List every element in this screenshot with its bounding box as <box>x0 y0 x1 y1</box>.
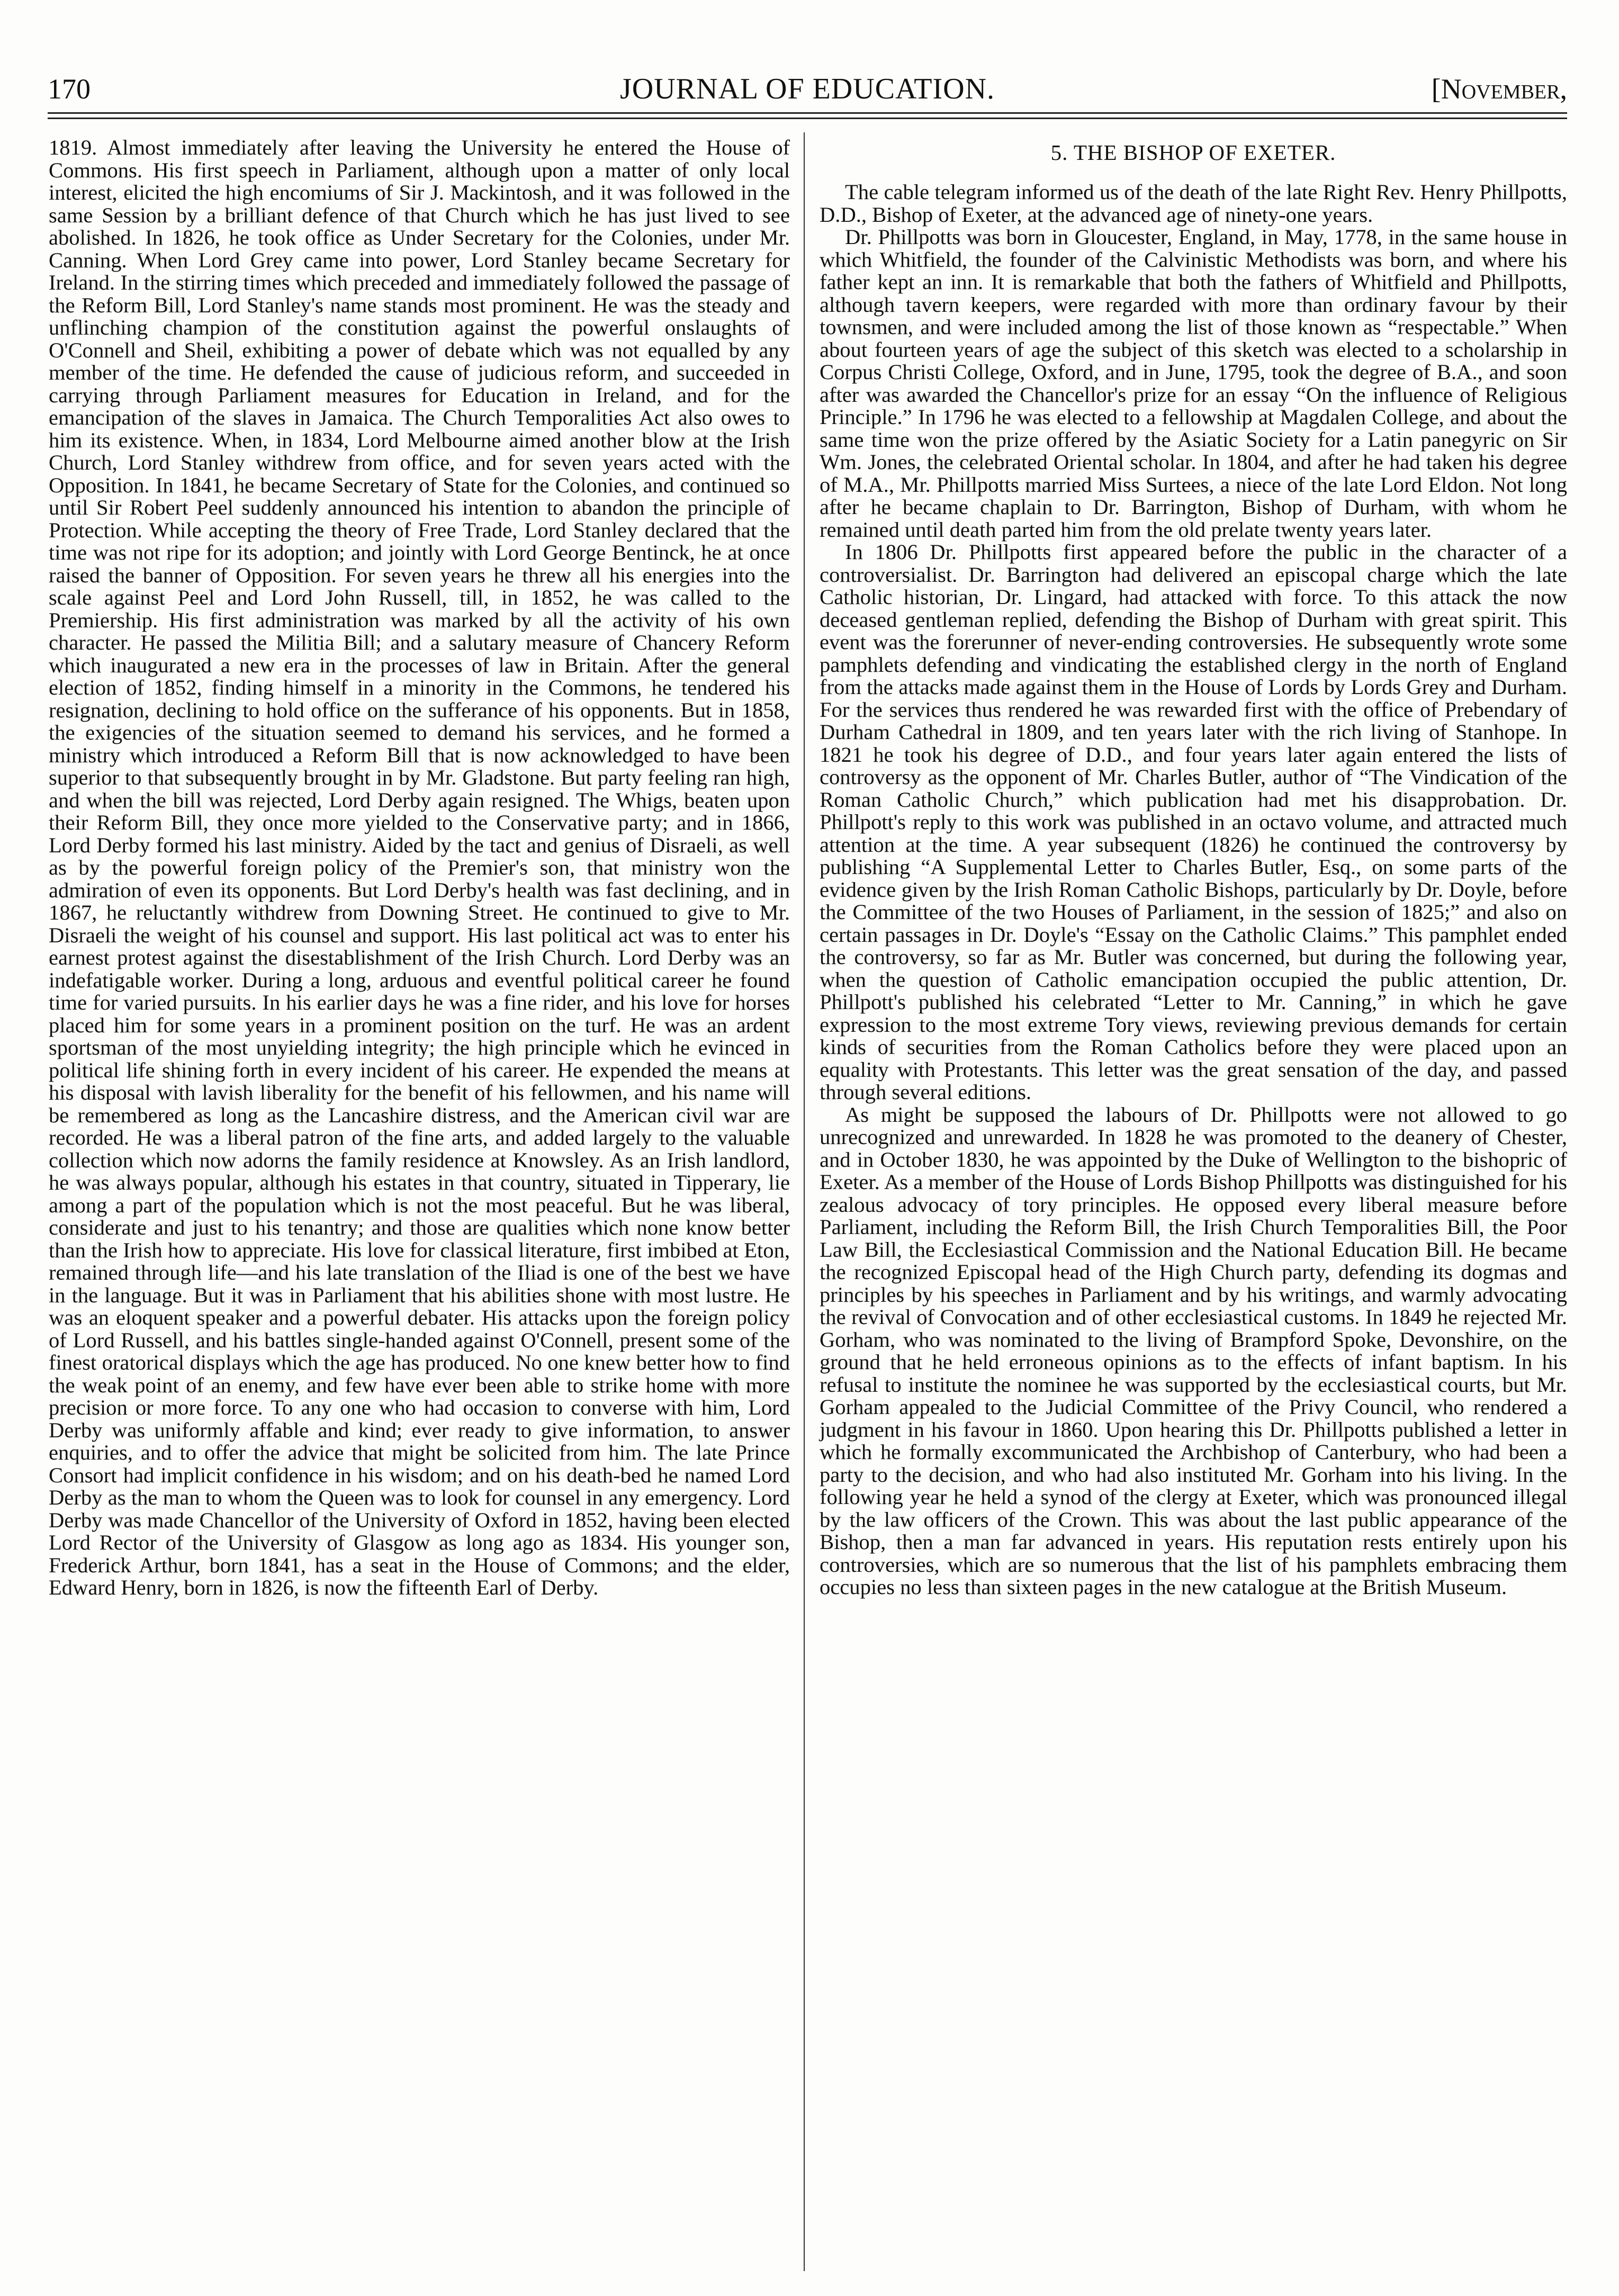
section-heading: 5. THE BISHOP OF EXETER. <box>1050 140 1336 165</box>
header-rule-bottom <box>48 118 1567 119</box>
issue-month: [November, <box>1431 73 1567 105</box>
journal-title: JOURNAL OF EDUCATION. <box>619 73 995 105</box>
right-paragraph: As might be supposed the labours of Dr. Phillpotts were not allowed to go unrecognized and unrewarded. In 1828 he was promoted to the deanery of Chester, and in October 1830, he was appointed by the Duke of Wellington to the bishopric of Exeter. As a member of the House of Lords Bishop Phillpotts was distinguished for his zealous advocacy of tory principles. He opposed every liberal measure before Parliament, including the Reform Bill, the Irish Church Temporalities Bill, the Poor Law Bill, the Ecclesiastical Commission and the National Education Bill. He became the recognized Episcopal head of the High Church party, defending its dogmas and principles by his speeches in Parliament and by his writings, and warmly advocating the revival of Convocation and of other ecclesiastical customs. In 1849 he rejected Mr. Gorham, who was nominated to the living of Brampford Spoke, Devonshire, on the ground that he held erroneous opinions as to the effects of infant baptism. In his refusal to institute the nominee he was supported by the ecclesiastical courts, but Mr. Gorham appealed to the Judicial Committee of the Privy Council, who rendered a judgment in his favour in 1860. Upon hearing this Dr. Phillpotts published a letter in which he formally excommunicated the Archbishop of Canterbury, who had been a party to the decision, and who had also instituted Mr. Gorham into his living. In the following year he held a synod of the clergy at Exeter, which was pronounced illegal by the law officers of the Crown. This was about the last public appearance of the Bishop, then a man far advanced in years. His reputation rests entirely upon his controversies, which are so numerous that the list of his pamphlets embracing them occupies no less than sixteen pages in the new catalogue at the British Museum. <box>820 1102 1567 1599</box>
right-paragraph: The cable telegram informed us of the death of the late Right Rev. Henry Phillpotts, D.D., Bishop of Exeter, at the advanced age of ninety-one years. <box>820 180 1567 227</box>
column-divider <box>804 132 805 2271</box>
left-column <box>49 137 790 1599</box>
right-column <box>820 137 1567 1599</box>
page-header <box>48 73 1567 110</box>
right-paragraph: In 1806 Dr. Phillpotts first appeared before the public in the character of a controversialist. Dr. Barrington had delivered an episcopal charge which the late Catholic historian, Dr. Lingard, had attacked with force. To this attack the now deceased gentleman replied, defending the Bishop of Durham with great spirit. This event was the forerunner of never-ending controversies. He subsequently wrote some pamphlets defending and vindicating the established clergy in the north of England from the attacks made against them in the House of Lords by Lords Grey and Durham. For the services thus rendered he was rewarded first with the office of Prebendary of Durham Cathedral in 1809, and ten years later with the rich living of Stanhope. In 1821 he took his degree of D.D., and four years later again entered the lists of controversy as the opponent of Mr. Charles Butler, author of “The Vindication of the Roman Catholic Church,” which publication had met his disapprobation. Dr. Phillpott's reply to this work was published in an octavo volume, and attracted much attention at the time. A year subsequent (1826) he continued the controversy by publishing “A Supplemental Letter to Charles Butler, Esq., on some parts of the evidence given by the Irish Roman Catholic Bishops, particularly by Dr. Doyle, before the Committee of the two Houses of Parliament, in the session of 1825;” and also on certain passages in Dr. Doyle's “Essay on the Catholic Claims.” This pamphlet ended the controversy, so far as Mr. Butler was concerned, but during the following year, when the question of Catholic emancipation occupied the public attention, Dr. Phillpott's published his celebrated “Letter to Mr. Canning,” in which he gave expression to the most extreme Tory views, reviewing previous demands for certain kinds of securities from the Roman Catholics before they were placed upon an equality with Protestants. This letter was the great sensation of the day, and passed through several editions. <box>820 540 1567 1104</box>
left-paragraph: 1819. Almost immediately after leaving the University he entered the House of Commons. His first speech in Parliament, although upon a matter of only local interest, elicited the high encomiums of Sir J. Mackintosh, and it was followed in the same Session by a brilliant defence of that Church which he has just lived to see abolished. In 1826, he took office as Under Secretary for the Colonies, under Mr. Canning. When Lord Grey came into power, Lord Stanley became Secretary for Ireland. In the stirring times which preceded and immediately followed the passage of the Reform Bill, Lord Stanley's name stands most prominent. He was the steady and unflinching champion of the constitution against the powerful onslaughts of O'Connell and Sheil, exhibiting a power of debate which was not equalled by any member of the time. He defended the cause of judicious reform, and succeeded in carrying through Parliament measures for Education in Ireland, and for the emancipation of the slaves in Jamaica. The Church Temporalities Act also owes to him its existence. When, in 1834, Lord Melbourne aimed another blow at the Irish Church, Lord Stanley withdrew from office, and for seven years acted with the Opposition. In 1841, he became Secretary of State for the Colonies, and continued so until Sir Robert Peel suddenly announced his intention to abandon the principle of Protection. While accepting the theory of Free Trade, Lord Stanley declared that the time was not ripe for its adoption; and jointly with Lord George Bentinck, he at once raised the banner of Opposition. For seven years he threw all his energies into the scale against Peel and Lord John Russell, till, in 1852, he was called to the Premiership. His first administration was marked by all the activity of his own character. He passed the Militia Bill; and a salutary measure of Chancery Reform which inaugurated a new era in the processes of law in Britain. After the general election of 1852, finding himself in a minority in the Commons, he tendered his resignation, declining to hold office on the sufferance of his opponents. But in 1858, the exigencies of the situation seemed to demand his services, and he formed a ministry which introduced a Reform Bill that is now acknowledged to have been superior to that subsequently brought in by Mr. Gladstone. But party feeling ran high, and when the bill was rejected, Lord Derby again resigned. The Whigs, beaten upon their Reform Bill, they once more yielded to the Conservative party; and in 1866, Lord Derby formed his last ministry. Aided by the tact and genius of Disraeli, as well as by the powerful foreign policy of the Premier's son, that ministry won the admiration of even its opponents. But Lord Derby's health was fast declining, and in 1867, he reluctantly withdrew from Downing Street. He continued to give to Mr. Disraeli the weight of his counsel and support. His last political act was to enter his earnest protest against the disestablishment of the Irish Church. Lord Derby was an indefatigable worker. During a long, arduous and eventful political career he found time for varied pursuits. In his earlier days he was a fine rider, and his love for horses placed him for some years in a prominent position on the turf. He was an ardent sportsman of the most unyielding integrity; the high principle which he evinced in political life shining forth in every incident of his career. He expended the means at his disposal with lavish liberality for the benefit of his fellowmen, and his name will be remembered as long as the Lancashire distress, and the American civil war are recorded. He was a liberal patron of the fine arts, and added largely to the valuable collection which now adorns the family residence at Knowsley. As an Irish landlord, he was always popular, although his estates in that country, situated in Tipperary, lie among a part of the population which is not the most peaceful. But he was liberal, considerate and just to his tenantry; and those are qualities which none know better than the Irish how to appreciate. His love for classical literature, first imbibed at Eton, remained through life—and his late translation of the Iliad is one of the best we have in the language. But it was in Parliament that his abilities shone with most lustre. He was an eloquent speaker and a powerful debater. His attacks upon the foreign policy of Lord Russell, and his battles single-handed against O'Connell, present some of the finest oratorical displays which the age has produced. No one knew better how to find the weak point of an enemy, and few have ever been able to strike home with more precision or more force. To any one who had occasion to converse with him, Lord Derby was uniformly affable and kind; ever ready to give information, to answer enquiries, and to offer the advice that might be solicited from him. The late Prince Consort had implicit confidence in his wisdom; and on his death-bed he named Lord Derby as the man to whom the Queen was to look for counsel in any emergency. Lord Derby was made Chancellor of the University of Oxford in 1852, having been elected Lord Rector of the University of Glasgow as long ago as 1834. His younger son, Frederick Arthur, born 1841, has a seat in the House of Commons; and the elder, Edward Henry, born in 1826, is now the fifteenth Earl of Derby. <box>49 136 790 1599</box>
page-number: 170 <box>48 73 91 105</box>
header-rule-top <box>48 112 1567 114</box>
right-paragraph: Dr. Phillpotts was born in Gloucester, England, in May, 1778, in the same house in which Whitfield, the founder of the Calvinistic Methodists was born, and where his father kept an inn. It is remarkable that both the fathers of Whitfield and Phillpotts, although tavern keepers, were regarded with more than ordinary favour by their townsmen, and were included among the list of those known as “respectable.” When about fourteen years of age the subject of this sketch was elected to a scholarship in Corpus Christi College, Oxford, and in June, 1795, took the degree of B.A., and soon after was awarded the Chancellor's prize for an essay “On the influence of Religious Principle.” In 1796 he was elected to a fellowship at Magdalen College, and about the same time won the prize offered by the Asiatic Society for a Latin panegyric on Sir Wm. Jones, the celebrated Oriental scholar. In 1804, and after he had taken his degree of M.A., Mr. Phillpotts married Miss Surtees, a niece of the late Lord Eldon. Not long after he became chaplain to Dr. Barrington, Bishop of Durham, with whom he remained until death parted him from the old prelate twenty years later. <box>820 225 1567 542</box>
